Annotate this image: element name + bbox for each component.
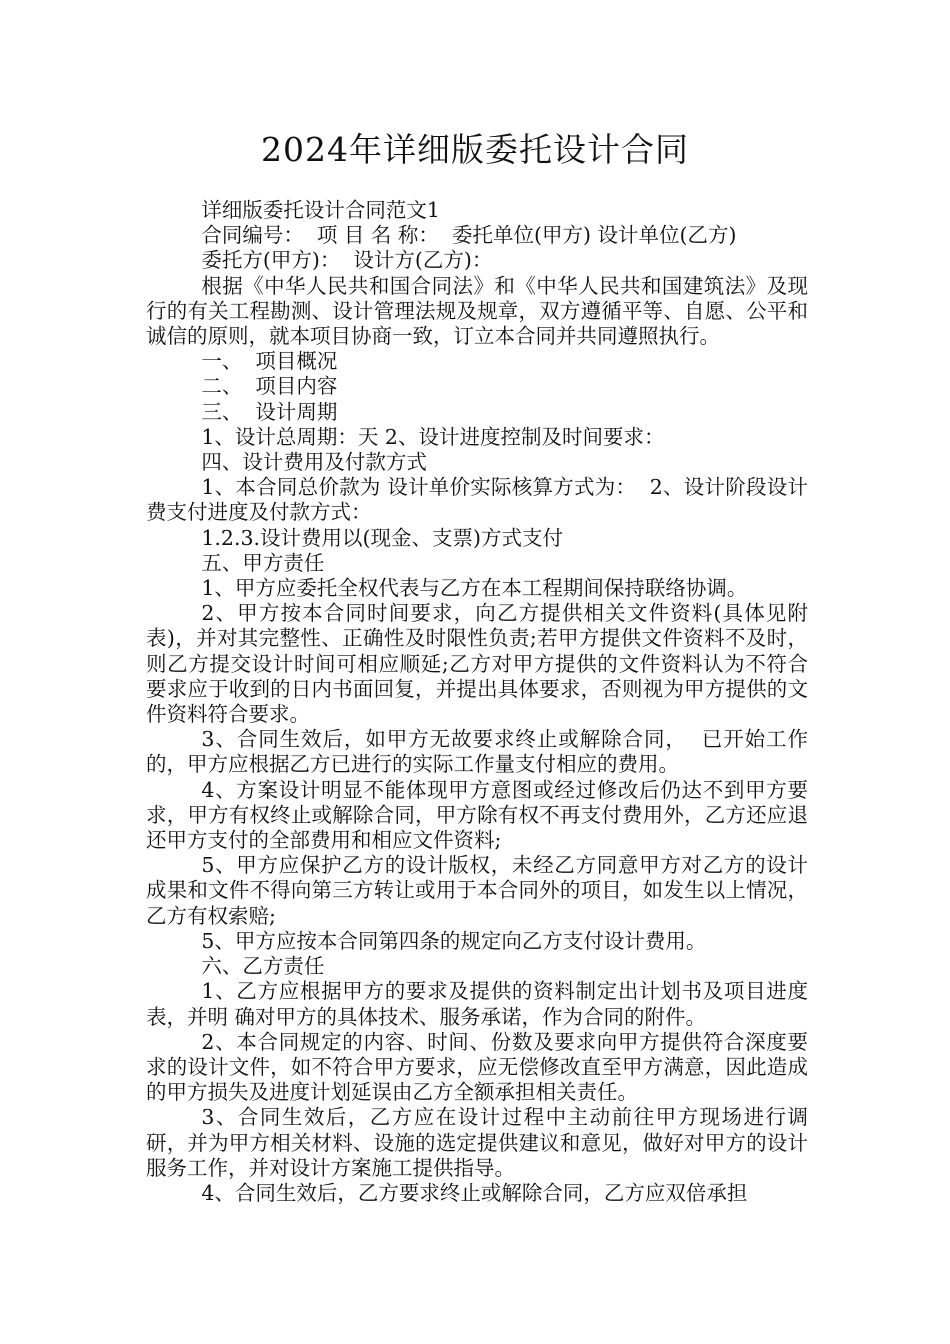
document-title: 2024年详细版委托设计合同 — [261, 130, 689, 169]
document-body — [146, 198, 808, 1206]
section-heading: 四、设计费用及付款方式 — [201, 450, 427, 475]
paragraph: 1、甲方应委托全权代表与乙方在本工程期间保持联络协调。 — [201, 576, 748, 601]
section-heading: 三、 设计周期 — [201, 399, 338, 424]
paragraph: 1.2.3.设计费用以(现金、支票)方式支付 — [201, 525, 564, 550]
section-heading: 五、甲方责任 — [201, 550, 325, 575]
paragraph: 详细版委托设计合同范文1 — [201, 198, 440, 222]
paragraph: 5、甲方应按本合同第四条的规定向乙方支付设计费用。 — [201, 928, 707, 953]
paragraph: 3、合同生效后，如甲方无故要求终止或解除合同， 已开始工作的，甲方应根据乙方已进行的实际工作量支付相应的费用。 — [146, 727, 808, 777]
paragraph: 根据《中华人民共和国合同法》和《中华人民共和国建筑法》及现行的有关工程勘测、设计管理法规及规章，双方遵循平等、自愿、公平和诚信的原则，就本项目协商一致，订立本合同并共同遵照执行。 — [146, 273, 808, 349]
paragraph: 1、设计总周期：天 2、设计进度控制及时间要求： — [201, 424, 665, 449]
paragraph: 3、合同生效后，乙方应在设计过程中主动前往甲方现场进行调研，并为甲方相关材料、设施的选定提供建议和意见，做好对甲方的设计服务工作，并对设计方案施工提供指导。 — [146, 1105, 808, 1180]
paragraph: 1、乙方应根据甲方的要求及提供的资料制定出计划书及项目进度表，并明 确对甲方的具体技术、服务承诺，作为合同的附件。 — [146, 979, 808, 1029]
paragraph: 合同编号： 项 目 名 称： 委托单位(甲方) 设计单位(乙方) — [201, 223, 737, 248]
section-heading: 六、乙方责任 — [201, 954, 325, 979]
paragraph: 5、甲方应保护乙方的设计版权，未经乙方同意甲方对乙方的设计成果和文件不得向第三方转让或用于本合同外的项目，如发生以上情况，乙方有权索赔; — [146, 853, 808, 928]
section-heading: 二、 项目内容 — [201, 374, 338, 399]
paragraph: 1、本合同总价款为 设计单价实际核算方式为： 2、设计阶段设计费支付进度及付款方式： — [146, 475, 808, 525]
paragraph: 2、本合同规定的内容、时间、份数及要求向甲方提供符合深度要求的设计文件，如不符合甲方要求，应无偿修改直至甲方满意，因此造成的甲方损失及进度计划延误由乙方全额承担相关责任。 — [146, 1029, 808, 1105]
paragraph: 委托方(甲方)： 设计方(乙方)： — [201, 248, 493, 273]
section-heading: 一、 项目概况 — [201, 349, 338, 374]
paragraph: 4、合同生效后，乙方要求终止或解除合同，乙方应双倍承担 — [201, 1180, 748, 1205]
paragraph: 2、甲方按本合同时间要求，向乙方提供相关文件资料(具体见附表)，并对其完整性、正确性及时限性负责;若甲方提供文件资料不及时，则乙方提交设计时间可相应顺延;乙方对甲方提供的文件资料认为不符合要求应于收到的日内书面回复，并提出具体要求，否则视为甲方提供的文件资料符合要求。 — [146, 601, 808, 727]
paragraph: 4、方案设计明显不能体现甲方意图或经过修改后仍达不到甲方要求，甲方有权终止或解除合同，甲方除有权不再支付费用外，乙方还应退还甲方支付的全部费用和相应文件资料; — [146, 777, 808, 853]
